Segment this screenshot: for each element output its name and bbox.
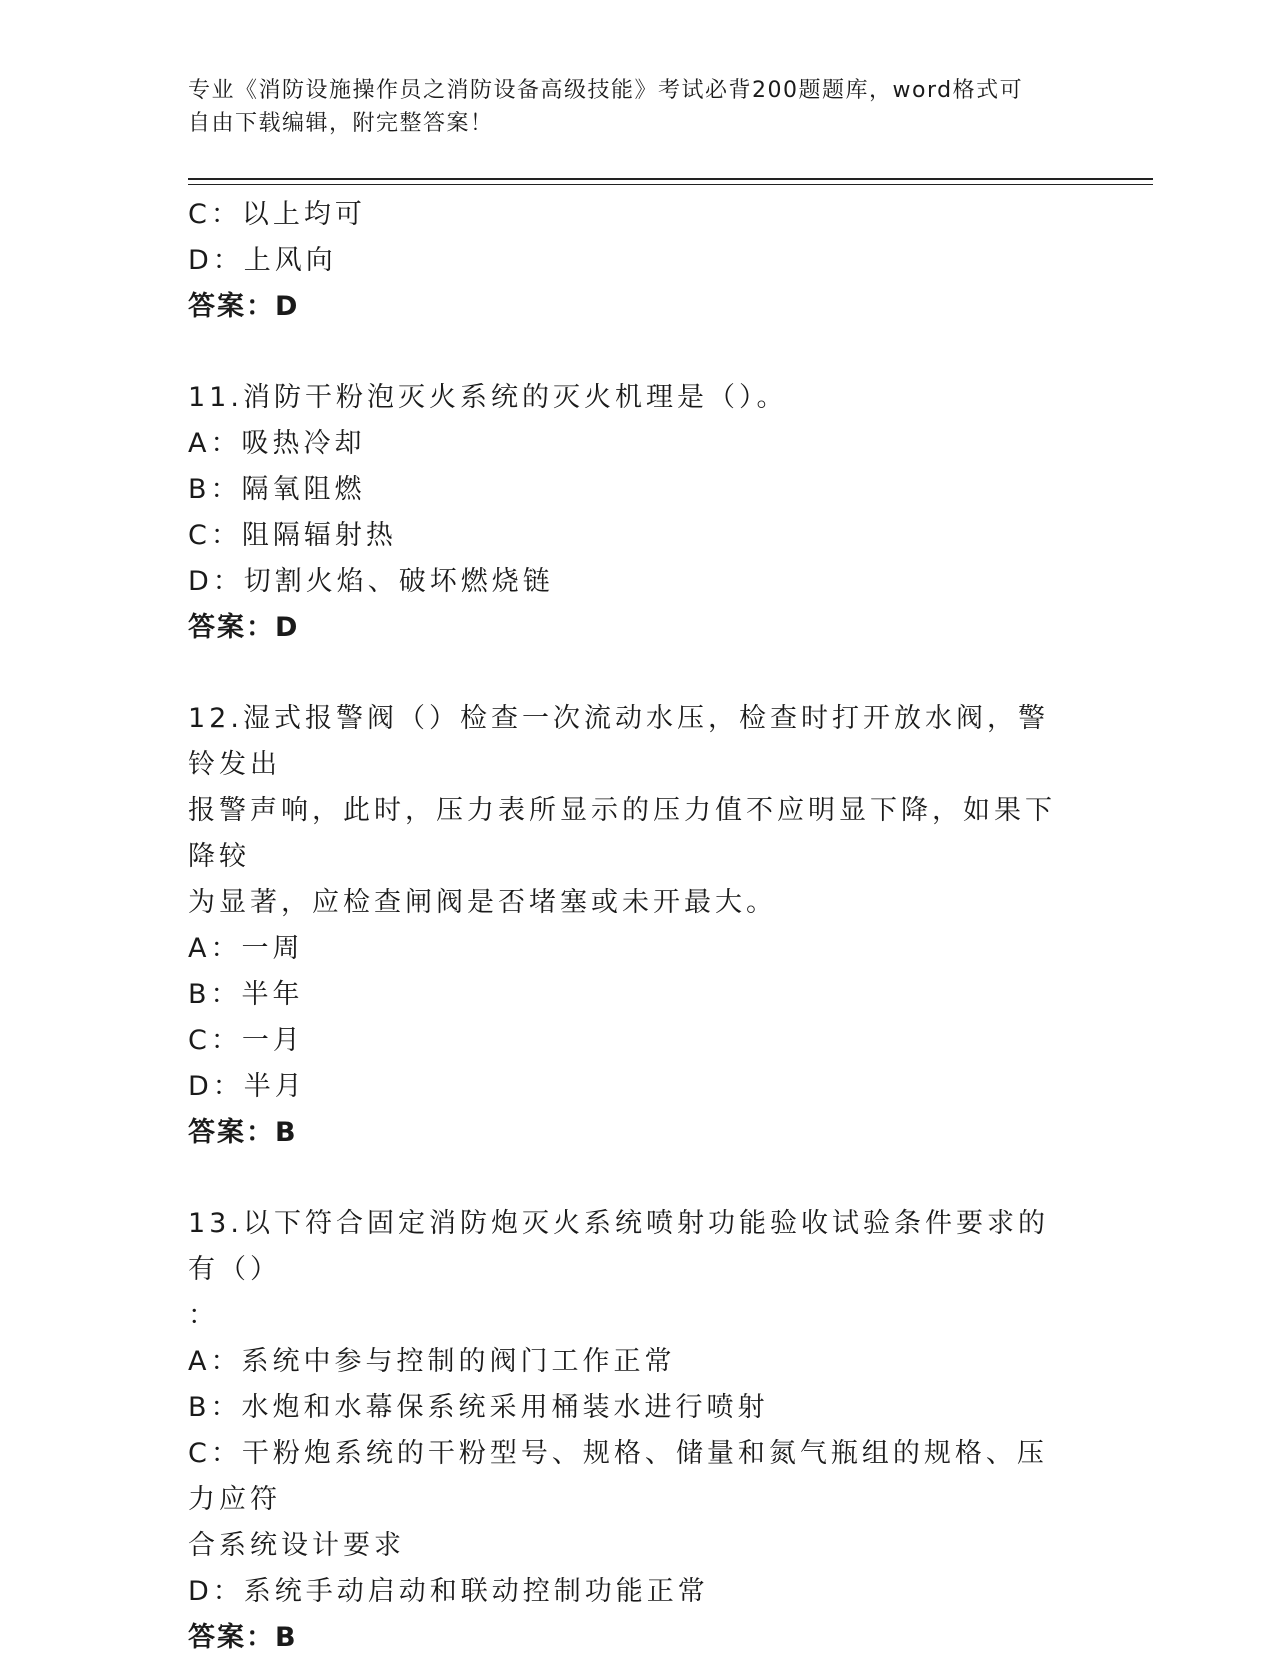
option-text: C：阻隔辐射热 xyxy=(188,520,397,551)
option-text: B：隔氧阻燃 xyxy=(188,474,366,505)
question-stem: 12.湿式报警阀（）检查一次流动水压，检查时打开放水阀，警铃发出 xyxy=(188,703,1049,780)
option-text: B：半年 xyxy=(188,979,304,1010)
option-text: D：切割火焰、破坏燃烧链 xyxy=(188,566,554,597)
option-text: D：半月 xyxy=(188,1071,306,1102)
option-text: D：系统手动启动和联动控制功能正常 xyxy=(188,1576,709,1607)
question-stem: 13.以下符合固定消防炮灭火系统喷射功能验收试验条件要求的有（） xyxy=(188,1208,1049,1285)
document-body xyxy=(188,192,1078,1661)
option-text: C：干粉炮系统的干粉型号、规格、储量和氮气瓶组的规格、压力应符 xyxy=(188,1438,1048,1515)
question-11 xyxy=(188,375,1078,651)
question-stem: 11.消防干粉泡灭火系统的灭火机理是（）。 xyxy=(188,382,788,413)
answer-text: 答案：B xyxy=(188,1117,298,1148)
page-header xyxy=(188,74,1068,140)
option-text: A：一周 xyxy=(188,933,304,964)
question-stem: ： xyxy=(188,1300,219,1331)
question-12 xyxy=(188,696,1078,1156)
answer-text: 答案：B xyxy=(188,1622,298,1653)
header-divider-thin xyxy=(188,184,1153,185)
answer-text: 答案：D xyxy=(188,291,300,322)
option-text: B：水炮和水幕保系统采用桶装水进行喷射 xyxy=(188,1392,769,1423)
question-stem: 为显著，应检查闸阀是否堵塞或未开最大。 xyxy=(188,887,777,918)
option-text: C：以上均可 xyxy=(188,199,366,230)
question-carryover xyxy=(188,192,1078,330)
spacer xyxy=(188,651,1078,696)
question-stem: 报警声响，此时，压力表所显示的压力值不应明显下降，如果下降较 xyxy=(188,795,1056,872)
option-text: A：吸热冷却 xyxy=(188,428,366,459)
spacer xyxy=(188,330,1078,375)
header-divider xyxy=(188,178,1153,180)
header-line: 自由下载编辑，附完整答案！ xyxy=(188,111,494,136)
option-text: D：上风向 xyxy=(188,245,337,276)
header-line: 专业《消防设施操作员之消防设备高级技能》考试必背200题题库，word格式可 xyxy=(188,78,1024,103)
option-text: C：一月 xyxy=(188,1025,304,1056)
option-text: 合系统设计要求 xyxy=(188,1530,405,1561)
spacer xyxy=(188,1156,1078,1201)
option-text: A：系统中参与控制的阀门工作正常 xyxy=(188,1346,676,1377)
answer-text: 答案：D xyxy=(188,612,300,643)
question-13 xyxy=(188,1201,1078,1661)
